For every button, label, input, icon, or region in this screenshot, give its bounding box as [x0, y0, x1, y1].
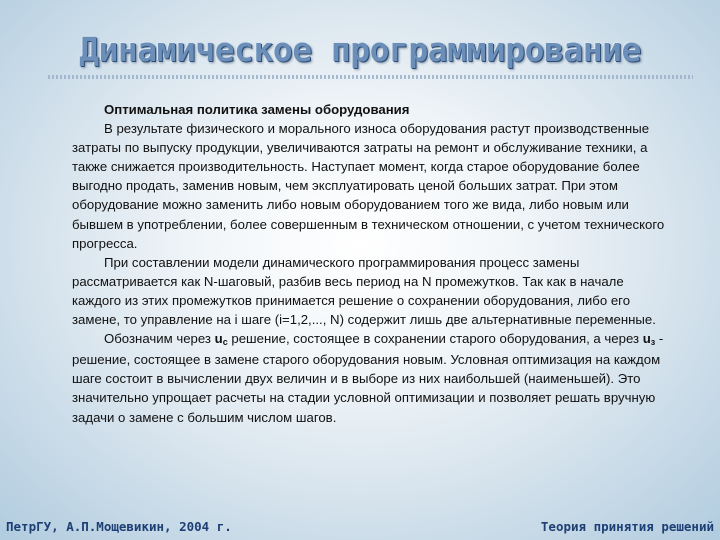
var2-letter: u — [642, 331, 651, 347]
paragraph-2: При составлении модели динамического программирования процесс замены рассматривается как N-шаговый, разбив весь период на N промежутков. Так как в начале каждого из этих промежутков принимается решение о сохранении оборудования, либо его замене, то управление на i шаге (i=1,2,..., N) содержит лишь две альтернативные переменные. — [72, 254, 656, 328]
var2-subscript: з — [650, 337, 656, 348]
var1-letter: u — [214, 331, 223, 347]
title-divider — [48, 75, 693, 79]
footer-course: Теория принятия решений — [540, 519, 714, 534]
paragraph-3 — [72, 329, 667, 426]
p3-text-3: - решение, состоящее в замене старого оборудования новым. Условная оптимизация на каждом шаге состоит в вычислении двух величин и в выборе из них наибольшей (наименьшей). Это значительно упрощает расчеты на стадии условной оптимизации и позволяет решать вручную задачи о замене с большим числом шагов. — [72, 331, 664, 425]
slide-title: Динамическое программирование — [79, 30, 641, 69]
footer-author: ПетрГУ, А.П.Мощевикин, 2004 г. — [6, 519, 232, 534]
section-heading: Оптимальная политика замены оборудования — [104, 102, 410, 117]
variable-u-c — [215, 331, 228, 346]
variable-u-z — [643, 331, 656, 346]
p3-text-1: Обозначим через — [104, 331, 215, 347]
p3-text-2: решение, состоящее в сохранении старого оборудования, а через — [227, 331, 643, 347]
paragraph-1: В результате физического и морального износа оборудования растут производственные затраты по выпуску продукции, увеличиваются затраты на ремонт и обслуживание техники, а также снижается производительность. Наступает момент, когда старое оборудование более выгодно продать, заменив новым, чем эксплуатировать ценой больших затрат. При этом оборудование можно заменить либо новым оборудованием того же вида, либо новым или бывшем в употреблении, более совершенным в техническом отношении, с учетом технического прогресса. — [72, 121, 665, 251]
var1-subscript: c — [222, 337, 228, 348]
slide-body — [72, 100, 667, 427]
